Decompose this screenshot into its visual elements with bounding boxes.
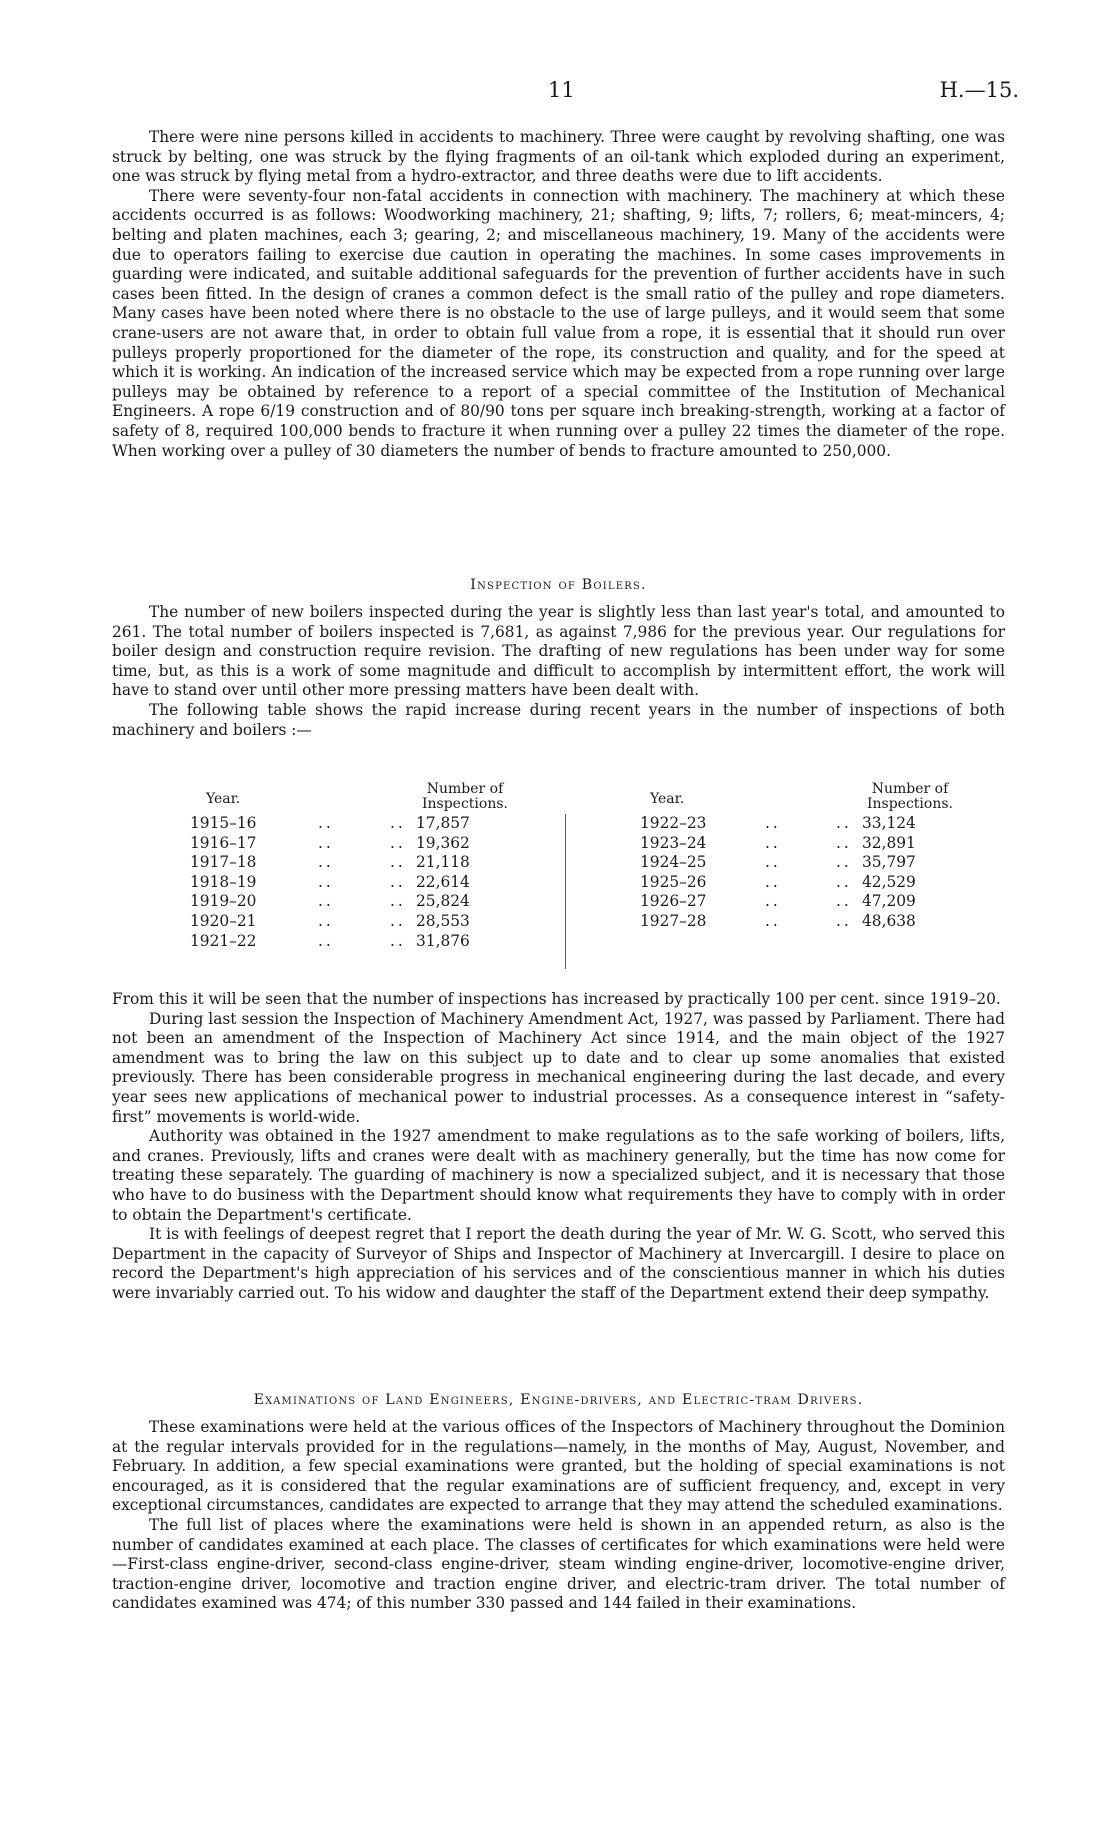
page-number: 11: [548, 78, 575, 102]
paragraph-non-fatal-accidents: There were seventy-four non-fatal accidents in connection with machinery. The machinery at which these accidents occurred is as follows: Woodworking machinery, 21; shafting, 9; lifts, 7; rollers, 6; meat-mincers, 4; belting and platen machines, each 3; gearing, 2; and miscellaneous machinery, 19. Many of the accidents were due to operators failing to exercise due caution in operating the machines. In some cases improvements in guarding were indicated, and suitable additional safeguards for the prevention of further accidents have in such cases been fitted. In the design of cranes a common defect is the small ratio of the pulley and rope diameters. Many cases have been noted where there is no obstacle to the use of large pulleys, and it would seem that some crane-users are not aware that, in order to obtain full value from a rope, it is essential that it should run over pulleys properly proportioned for the diameter of the rope, its construction and quality, and for the speed at which it is working. An indication of the increased service which may be expected from a rope running over large pulleys may be obtained by reference to a report of a special committee of the Institution of Mechanical Engineers. A rope 6/19 construction and of 80/90 tons per square inch breaking-strength, working at a factor of safety of 8, required 100,000 bends to fracture it when running over a pulley 22 times the diameter of the rope. When working over a pulley of 30 diameters the number of bends to fracture amounted to 250,000.: [112, 186, 1005, 460]
table-row: 1920–21 .. .. 28,553: [190, 911, 470, 930]
table-row: 1915–16 .. .. 17,857: [190, 814, 470, 832]
table-row: 1918–19 .. .. 22,614: [190, 872, 470, 891]
document-reference: H.—15.: [939, 78, 1019, 102]
table-header: [190, 782, 550, 814]
boiler-inspection-section: [112, 577, 1005, 740]
inspections-table-left-column: [190, 782, 550, 951]
table-row: 1921–22 .. .. 31,876: [190, 931, 470, 950]
page-header: [0, 78, 1114, 112]
machinery-accidents-section: [112, 128, 1005, 461]
table-row: 1925–26 .. .. 42,529: [640, 872, 916, 891]
table-row: 1919–20 .. .. 25,824: [190, 892, 470, 911]
examinations-section: [112, 1392, 1005, 1614]
table-column-divider: [565, 814, 566, 969]
table-row: 1923–24 .. .. 32,891: [640, 833, 916, 852]
amendment-section: [112, 990, 1005, 1304]
paragraph-regulations-authority: Authority was obtained in the 1927 amendment to make regulations as to the safe working of boilers, lifts, and cranes. Previously, lifts and cranes were dealt with as machinery generally, but the time has now come for treating these separately. The guarding of machinery is now a specialized subject, and it is necessary that those who have to do business with the Department should know what requirements they have to comply with in order to obtain the Department's certificate.: [112, 1127, 1005, 1224]
paragraph-fatal-accidents: There were nine persons killed in accidents to machinery. Three were caught by revolving shafting, one was struck by belting, one was struck by the flying fragments of an oil-tank which exploded during an experiment, one was struck by flying metal from a hydro-extractor, and three deaths were due to lift accidents.: [112, 128, 1005, 186]
table-row: 1916–17 .. .. 19,362: [190, 833, 470, 852]
paragraph-examination-results: The full list of places where the examinations were held is shown in an appended return, as also is the number of candidates examined at each place. The classes of certificates for which examinations were held were—First-class engine-driver, second-class engine-driver, steam winding engine-driver, locomotive-engine driver, traction-engine driver, locomotive and traction engine driver, and electric-tram driver. The total number of candidates examined was 474; of this number 330 passed and 144 failed in their examinations.: [112, 1515, 1005, 1613]
paragraph-examination-schedule: These examinations were held at the various offices of the Inspectors of Machinery throughout the Dominion at the regular intervals provided for in the regulations—namely, in the months of May, August, November, and February. In addition, a few special examinations were granted, but the holding of special examinations is not encouraged, as it is considered that the regular examinations are of sufficient frequency, and, except in very exceptional circumstances, candidates are expected to arrange that they may attend the scheduled examinations.: [112, 1418, 1005, 1515]
count-header: Number of Inspections.: [421, 781, 508, 812]
paragraph-amendment-act: During last session the Inspection of Machinery Amendment Act, 1927, was passed by Parliament. There had not been an amendment of the Inspection of Machinery Act since 1914, and the main object of the 1927 amendment was to bring the law on this subject up to date and to clear up some anomalies that existed previously. There has been considerable progress in mechanical engineering during the last decade, and every year sees new applications of mechanical power to industrial processes. As a consequence interest in “safety-first” movements is world-wide.: [112, 1009, 1005, 1126]
heading-examinations: Examinations of Land Engineers, Engine-drivers, and Electric-tram Drivers.: [253, 1392, 864, 1408]
heading-inspection-of-boilers: Inspection of Boilers.: [470, 577, 647, 593]
table-header: [630, 782, 970, 814]
table-row: 1927–28 .. .. 48,638: [640, 911, 916, 930]
paragraph-obituary: It is with feelings of deepest regret that I report the death during the year of Mr. W. G. Scott, who served this Department in the capacity of Surveyor of Ships and Inspector of Machinery at Invercargill. I desire to place on record the Department's high appreciation of his services and of the conscientious manner in which his duties were invariably carried out. To his widow and daughter the staff of the Department extend their deep sympathy.: [112, 1225, 1005, 1302]
inspections-table-right-column: [630, 782, 970, 932]
paragraph-increase-summary: From this it will be seen that the number of inspections has increased by practically 100 per cent. since 1919–20.: [112, 990, 1001, 1008]
table-row: 1926–27 .. .. 47,209: [640, 892, 916, 911]
paragraph-table-intro: The following table shows the rapid increase during recent years in the number of inspections of both machinery and boilers :—: [112, 700, 1005, 739]
count-header: Number of Inspections.: [866, 781, 953, 812]
year-header: Year.: [650, 791, 685, 807]
year-header: Year.: [206, 791, 241, 807]
paragraph-boiler-count: The number of new boilers inspected during the year is slightly less than last year's total, and amounted to 261. The total number of boilers inspected is 7,681, as against 7,986 for the previous year. Our regulations for boiler design and construction require revision. The drafting of new regulations has been under way for some time, but, as this is a work of some magnitude and difficult to accomplish by intermittent effort, the work will have to stand over until other more pressing matters have been dealt with.: [112, 603, 1005, 700]
inspections-table: [190, 781, 953, 972]
table-row: 1924–25 .. .. 35,797: [640, 853, 916, 872]
table-row: 1922–23 .. .. 33,124: [640, 814, 916, 832]
table-row: 1917–18 .. .. 21,118: [190, 853, 470, 872]
